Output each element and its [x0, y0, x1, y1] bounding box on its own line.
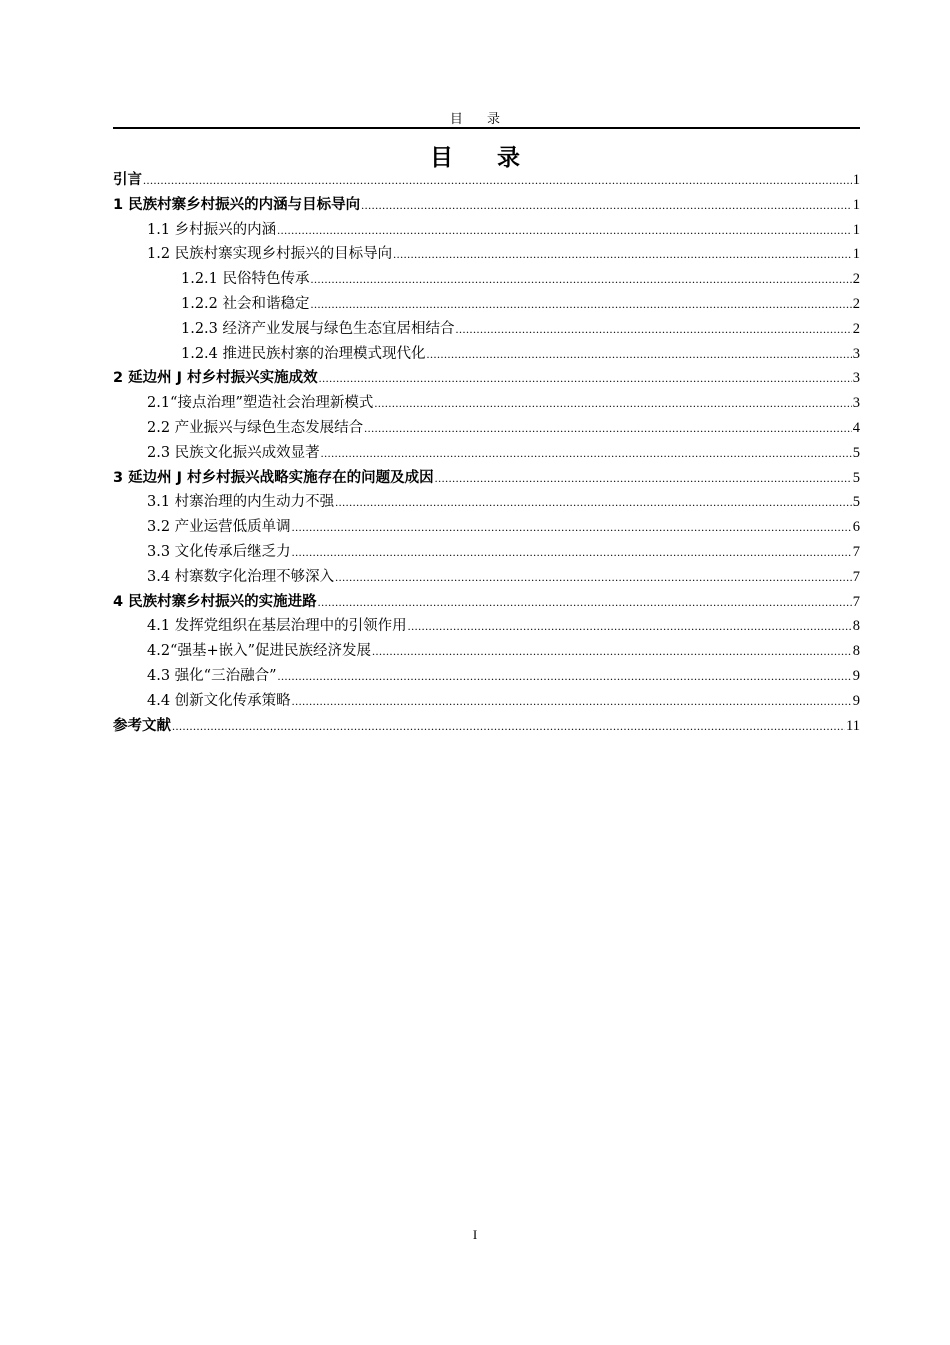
toc-leader-dots [374, 391, 851, 416]
toc-entry-label: 1.2 民族村寨实现乡村振兴的目标导向 [147, 246, 393, 263]
toc-entry[interactable] [113, 317, 860, 342]
header-rule [113, 127, 860, 129]
toc-entry[interactable] [113, 540, 860, 565]
toc-entry-page: 3 [852, 395, 860, 412]
toc-entry-page: 6 [852, 519, 860, 536]
toc-leader-dots [364, 416, 852, 441]
toc-leader-dots [335, 565, 852, 590]
toc-entry[interactable] [113, 342, 860, 367]
toc-title: 目 录 [429, 145, 538, 171]
toc-entry[interactable] [113, 242, 860, 267]
toc-entry[interactable] [113, 193, 860, 218]
toc-entry-label: 1.2.1 民俗特色传承 [181, 271, 310, 288]
toc-entry-label: 4.2“强基+嵌入”促进民族经济发展 [147, 643, 372, 660]
toc-leader-dots [335, 490, 852, 515]
toc-entry-page: 5 [852, 494, 860, 511]
toc-entry-label: 1.2.2 社会和谐稳定 [181, 295, 310, 312]
toc-entry-page: 7 [852, 593, 860, 610]
toc-leader-dots [292, 515, 852, 540]
toc-entry[interactable] [113, 168, 860, 193]
toc-entry-label: 2.1“接点治理”塑造社会治理新模式 [147, 395, 374, 412]
toc-entry[interactable] [113, 490, 860, 515]
toc-entry[interactable] [113, 218, 860, 243]
toc-entry-page: 1 [852, 172, 860, 188]
toc-entry-page: 1 [852, 196, 860, 213]
toc-entry-label: 3.3 文化传承后继乏力 [147, 543, 291, 560]
toc-entry[interactable] [113, 416, 860, 441]
toc-leader-dots [311, 292, 852, 317]
toc-leader-dots [435, 466, 852, 491]
running-header: 目 录 [449, 112, 511, 127]
toc-entry-label: 参考文献 [113, 717, 171, 734]
toc-entry[interactable] [113, 664, 860, 689]
toc-entry[interactable] [113, 689, 860, 714]
toc-entry-label: 1.2.4 推进民族村寨的治理模式现代化 [181, 345, 426, 362]
toc-entry[interactable] [113, 590, 860, 615]
toc-entry-label: 1.2.3 经济产业发展与绿色生态宜居相结合 [181, 320, 455, 337]
toc-entry-label: 3.1 村寨治理的内生动力不强 [147, 494, 335, 511]
toc-entry[interactable] [113, 366, 860, 391]
toc-entry[interactable] [113, 515, 860, 540]
toc-entry[interactable] [113, 292, 860, 317]
toc-leader-dots [143, 168, 852, 193]
toc-entry-label: 3 延边州 J 村乡村振兴战略实施存在的问题及成因 [113, 469, 434, 486]
toc-entry-page: 2 [852, 271, 860, 288]
toc-leader-dots [292, 689, 852, 714]
toc-entry-label: 3.4 村寨数字化治理不够深入 [147, 568, 335, 585]
toc-entry-page: 11 [846, 717, 860, 734]
toc-entry[interactable] [113, 267, 860, 292]
toc-entry[interactable] [113, 565, 860, 590]
toc-entry-label: 2 延边州 J 村乡村振兴实施成效 [113, 370, 318, 387]
toc-entry-label: 4.1 发挥党组织在基层治理中的引领作用 [147, 618, 407, 635]
toc-entry-page: 7 [852, 543, 860, 560]
toc-entry-label: 3.2 产业运营低质单调 [147, 519, 291, 536]
toc-entry-page: 5 [852, 444, 860, 461]
toc-entry-page: 9 [852, 667, 860, 684]
toc-entry-label: 4.3 强化“三治融合” [147, 667, 277, 684]
toc-entry-page: 9 [852, 692, 860, 709]
toc-entry-label: 4 民族村寨乡村振兴的实施进路 [113, 593, 317, 610]
toc-entry-label: 引言 [113, 172, 142, 188]
toc-leader-dots [277, 218, 852, 243]
toc-leader-dots [456, 317, 852, 342]
toc-entry[interactable] [113, 466, 860, 491]
toc-leader-dots [172, 714, 845, 739]
toc-leader-dots [292, 540, 852, 565]
toc-entry[interactable] [113, 714, 860, 739]
footer-page-number: I [472, 1227, 478, 1242]
toc-entry-label: 2.3 民族文化振兴成效显著 [147, 444, 320, 461]
toc-leader-dots [311, 267, 852, 292]
toc-leader-dots [372, 639, 852, 664]
toc-entry-label: 1 民族村寨乡村振兴的内涵与目标导向 [113, 196, 361, 213]
toc-leader-dots [321, 441, 852, 466]
toc-entry-page: 5 [852, 469, 860, 486]
toc-leader-dots [393, 242, 852, 267]
toc-entry-page: 1 [852, 246, 860, 263]
toc-entry[interactable] [113, 441, 860, 466]
toc-entry-label: 2.2 产业振兴与绿色生态发展结合 [147, 419, 364, 436]
toc-leader-dots [318, 590, 852, 615]
toc-leader-dots [278, 664, 852, 689]
toc-entry-page: 8 [852, 643, 860, 660]
toc-leader-dots [361, 193, 852, 218]
toc-entry[interactable] [113, 639, 860, 664]
toc-entry-label: 1.1 乡村振兴的内涵 [147, 221, 277, 238]
toc-entry-page: 2 [852, 320, 860, 337]
toc-entry-page: 3 [852, 370, 860, 387]
toc-entry-page: 2 [852, 295, 860, 312]
toc-leader-dots [319, 366, 852, 391]
toc-entry[interactable] [113, 614, 860, 639]
toc-entry-page: 8 [852, 618, 860, 635]
toc-entry-page: 3 [852, 345, 860, 362]
toc-entry-label: 4.4 创新文化传承策略 [147, 692, 291, 709]
toc-leader-dots [408, 614, 852, 639]
toc-entry[interactable] [113, 391, 860, 416]
toc-entry-page: 7 [852, 568, 860, 585]
toc-entry-page: 1 [852, 221, 860, 238]
toc-entry-page: 4 [852, 419, 860, 436]
table-of-contents [113, 168, 860, 738]
toc-leader-dots [427, 342, 852, 367]
